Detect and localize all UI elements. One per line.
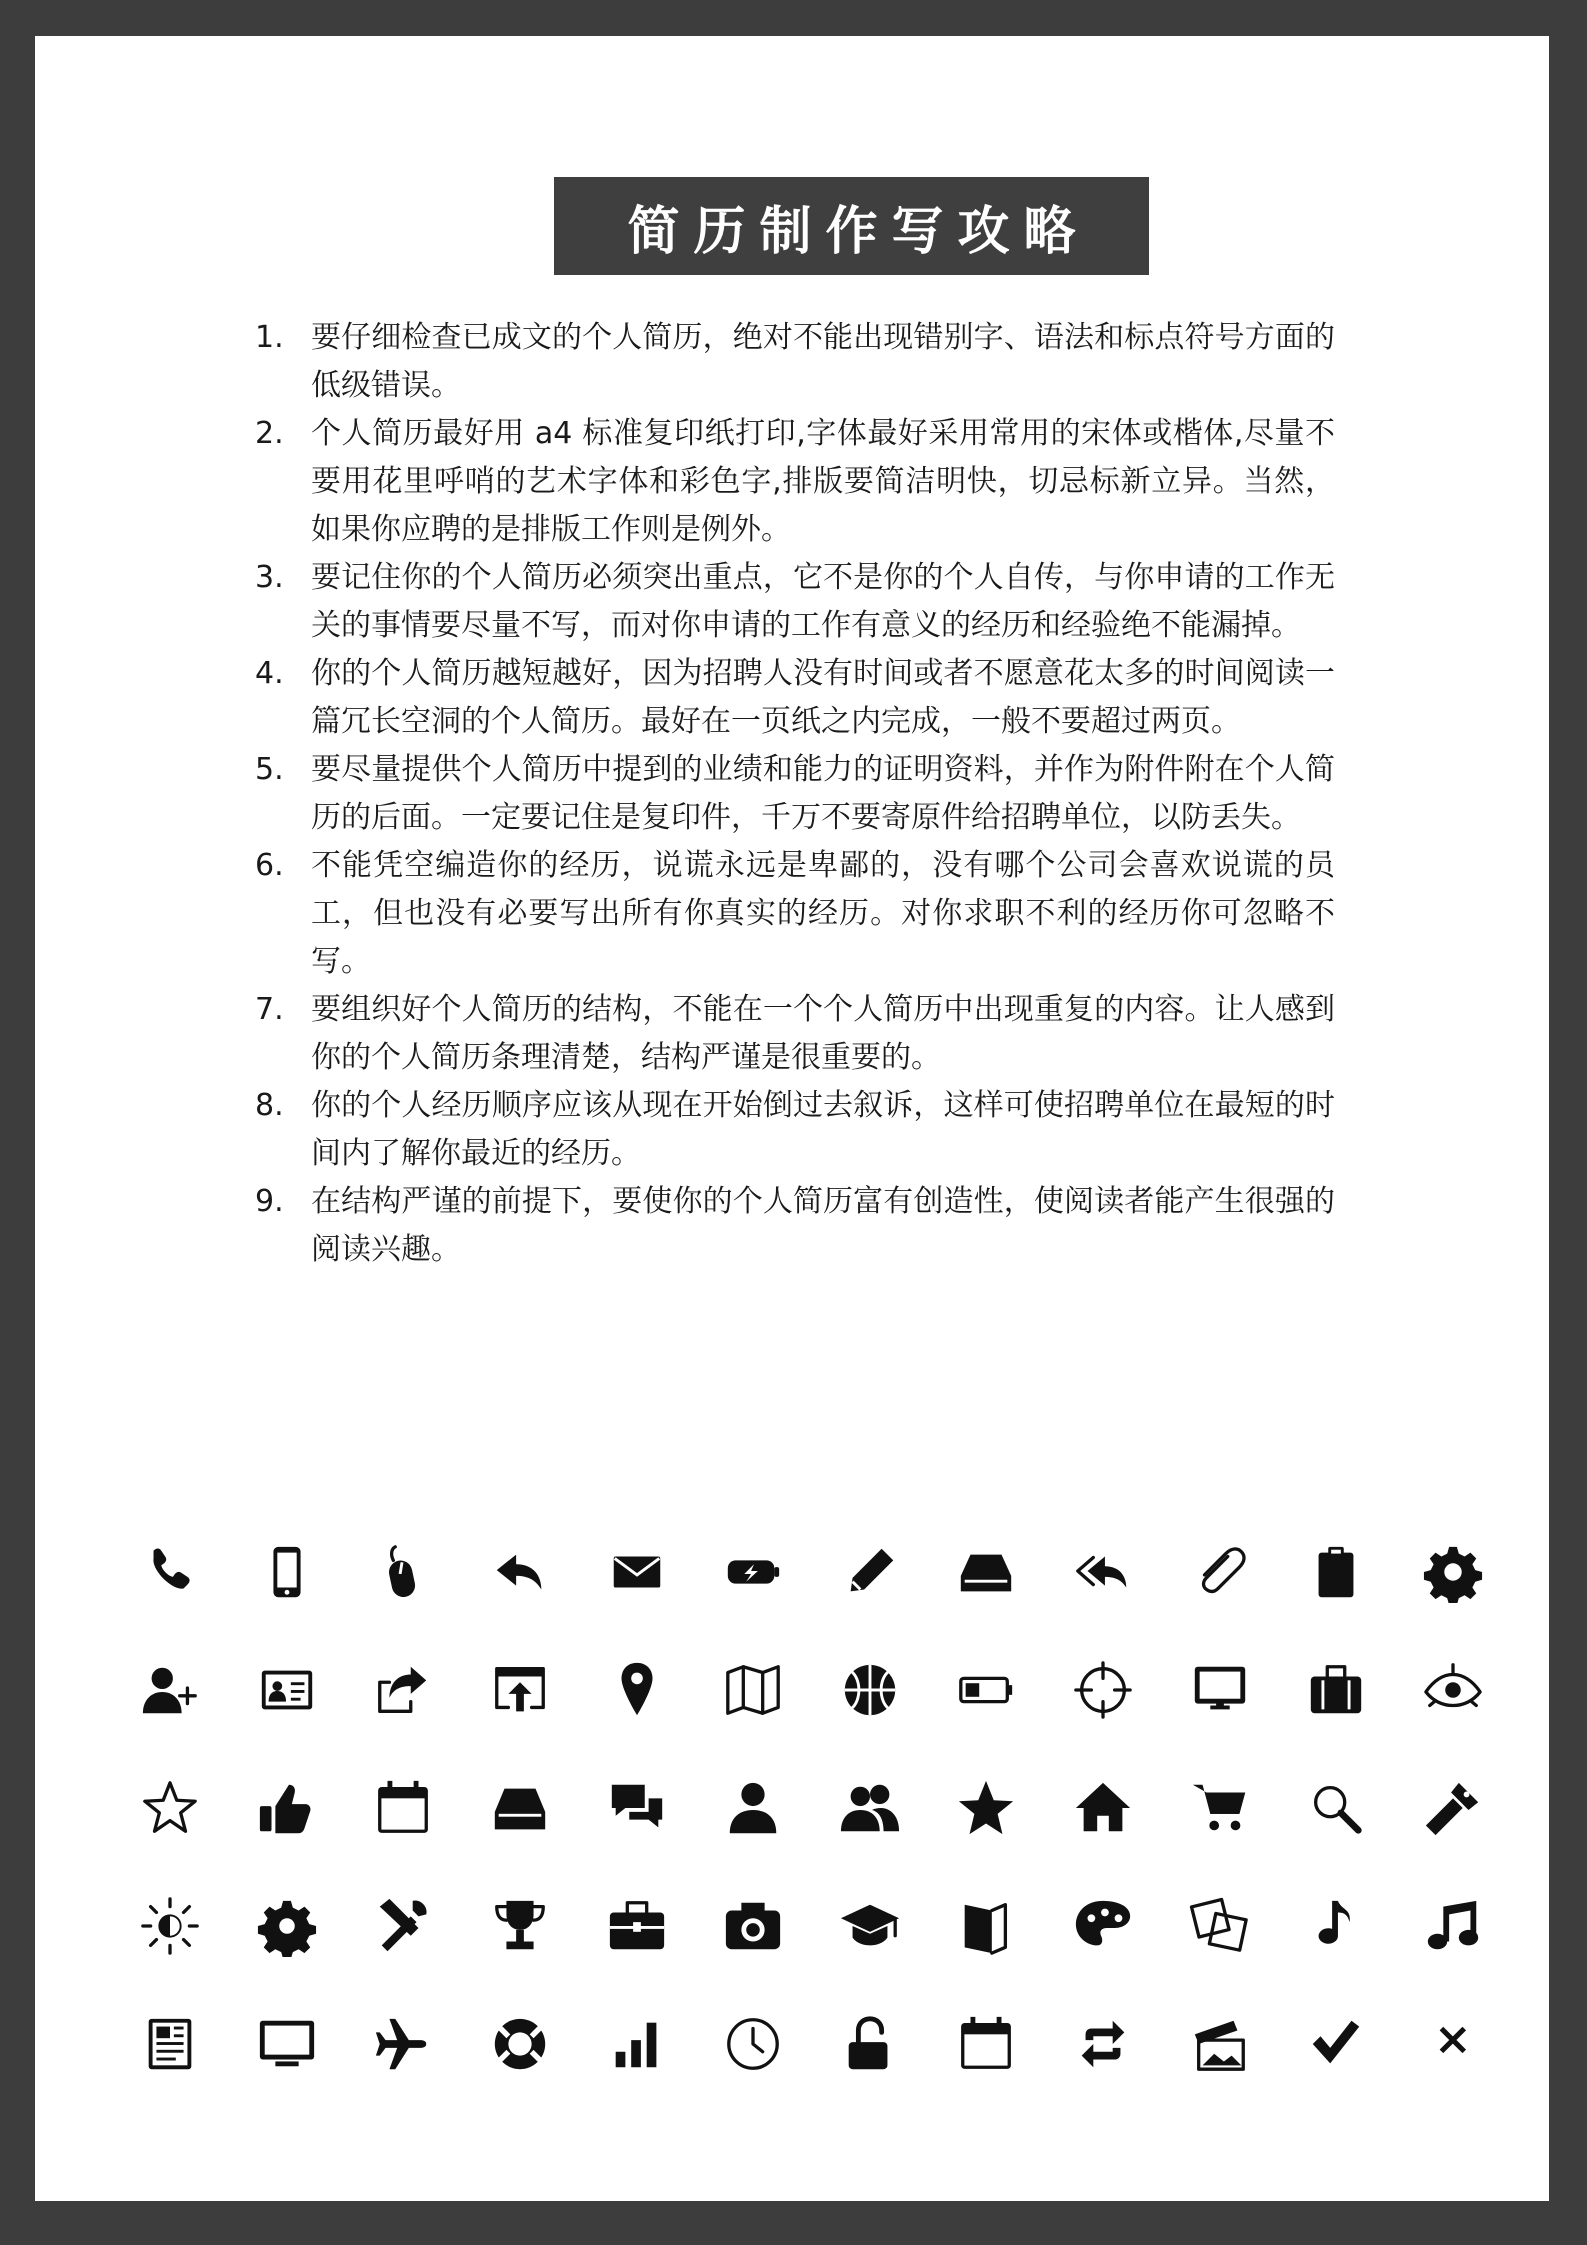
tip-number: 7. <box>255 992 284 1027</box>
tip-item <box>255 1178 1335 1274</box>
home-icon <box>1045 1749 1162 1867</box>
upload-window-icon <box>462 1631 579 1749</box>
music-notes-icon <box>1395 1867 1512 1985</box>
users-icon <box>812 1749 929 1867</box>
inbox-icon <box>928 1513 1045 1631</box>
tip-item <box>255 650 1335 746</box>
reply-icon <box>462 1513 579 1631</box>
tip-number: 1. <box>255 320 284 355</box>
tip-item <box>255 1082 1335 1178</box>
tip-item <box>255 410 1335 554</box>
contact-card-icon <box>229 1631 346 1749</box>
tip-number: 5. <box>255 752 284 787</box>
photos-icon <box>1161 1867 1278 1985</box>
shopping-cart-icon <box>1161 1749 1278 1867</box>
book-icon <box>928 1867 1045 1985</box>
bar-chart-icon <box>578 1985 695 2103</box>
tip-number: 9. <box>255 1184 284 1219</box>
star-icon <box>928 1749 1045 1867</box>
thumbs-up-icon <box>229 1749 346 1867</box>
tip-item <box>255 554 1335 650</box>
search-icon <box>1278 1749 1395 1867</box>
target-icon <box>1045 1631 1162 1749</box>
clipboard-icon <box>1278 1513 1395 1631</box>
basketball-icon <box>812 1631 929 1749</box>
paperclip-icon <box>1161 1513 1278 1631</box>
add-user-icon <box>112 1631 229 1749</box>
star-outline-icon <box>112 1749 229 1867</box>
icon-grid <box>112 1513 1512 2103</box>
tools-icon <box>345 1867 462 1985</box>
palette-icon <box>1045 1867 1162 1985</box>
lifebuoy-icon <box>462 1985 579 2103</box>
checkmark-icon <box>1278 1985 1395 2103</box>
toolbox-icon <box>578 1867 695 1985</box>
tip-text: 你的个人经历顺序应该从现在开始倒过去叙诉，这样可使招聘单位在最短的时间内了解你最近的经历。 <box>311 1088 1335 1171</box>
share-icon <box>345 1631 462 1749</box>
page-title: 简历制作写攻略 <box>627 201 1090 262</box>
unlocked-icon <box>812 1985 929 2103</box>
pencil-icon <box>812 1513 929 1631</box>
calendar-alt-icon <box>928 1985 1045 2103</box>
chat-bubbles-icon <box>578 1749 695 1867</box>
brightness-icon <box>112 1867 229 1985</box>
briefcase-icon <box>1278 1631 1395 1749</box>
tip-item <box>255 746 1335 842</box>
tip-text: 要尽量提供个人简历中提到的业绩和能力的证明资料，并作为附件附在个人简历的后面。一定要记住是复印件，千万不要寄原件给招聘单位，以防丢失。 <box>311 752 1335 835</box>
tip-number: 6. <box>255 848 284 883</box>
clock-icon <box>695 1985 812 2103</box>
tip-number: 3. <box>255 560 284 595</box>
user-icon <box>695 1749 812 1867</box>
image-stack-icon <box>1161 1985 1278 2103</box>
map-icon <box>695 1631 812 1749</box>
calendar-icon <box>345 1749 462 1867</box>
tip-item <box>255 314 1335 410</box>
repeat-icon <box>1045 1985 1162 2103</box>
tip-text: 你的个人简历越短越好，因为招聘人没有时间或者不愿意花太多的时间阅读一篇冗长空洞的个人简历。最好在一页纸之内完成，一般不要超过两页。 <box>311 656 1335 739</box>
tip-text: 不能凭空编造你的经历，说谎永远是卑鄙的，没有哪个公司会喜欢说谎的员工，但也没有必要写出所有你真实的经历。对你求职不利的经历你可忽略不写。 <box>311 848 1335 979</box>
airplane-icon <box>345 1985 462 2103</box>
tips-list <box>255 314 1335 1274</box>
map-pin-icon <box>578 1631 695 1749</box>
tip-number: 2. <box>255 416 284 451</box>
battery-charging-icon <box>695 1513 812 1631</box>
tip-item <box>255 842 1335 986</box>
flashlight-icon <box>1395 1749 1512 1867</box>
graduation-cap-icon <box>812 1867 929 1985</box>
battery-low-icon <box>928 1631 1045 1749</box>
envelope-icon <box>578 1513 695 1631</box>
title-banner <box>554 177 1149 275</box>
music-note-icon <box>1278 1867 1395 1985</box>
reply-all-icon <box>1045 1513 1162 1631</box>
tip-text: 要记住你的个人简历必须突出重点，它不是你的个人自传，与你申请的工作无关的事情要尽量不写，而对你申请的工作有意义的经历和经验绝不能漏掉。 <box>311 560 1335 643</box>
newspaper-icon <box>112 1985 229 2103</box>
document-page <box>35 36 1549 2201</box>
eye-icon <box>1395 1631 1512 1749</box>
tip-text: 个人简历最好用 a4 标准复印纸打印,字体最好采用常用的宋体或楷体,尽量不要用花里呼哨的艺术字体和彩色字,排版要简洁明快，切忌标新立异。当然，如果你应聘的是排版工作则是例外。 <box>311 416 1335 547</box>
tip-number: 8. <box>255 1088 284 1123</box>
gear-icon <box>1395 1513 1512 1631</box>
tip-number: 4. <box>255 656 284 691</box>
tip-text: 要组织好个人简历的结构，不能在一个个人简历中出现重复的内容。让人感到你的个人简历条理清楚，结构严谨是很重要的。 <box>311 992 1335 1075</box>
close-icon <box>1395 1985 1512 2103</box>
monitor-icon <box>1161 1631 1278 1749</box>
trophy-icon <box>462 1867 579 1985</box>
tip-text: 在结构严谨的前提下，要使你的个人简历富有创造性，使阅读者能产生很强的阅读兴趣。 <box>311 1184 1335 1267</box>
tip-text: 要仔细检查已成文的个人简历，绝对不能出现错别字、语法和标点符号方面的低级错误。 <box>311 320 1335 403</box>
mouse-icon <box>345 1513 462 1631</box>
mobile-phone-icon <box>229 1513 346 1631</box>
desktop-icon <box>229 1985 346 2103</box>
settings-icon <box>229 1867 346 1985</box>
drive-icon <box>462 1749 579 1867</box>
tip-item <box>255 986 1335 1082</box>
camera-icon <box>695 1867 812 1985</box>
phone-icon <box>112 1513 229 1631</box>
